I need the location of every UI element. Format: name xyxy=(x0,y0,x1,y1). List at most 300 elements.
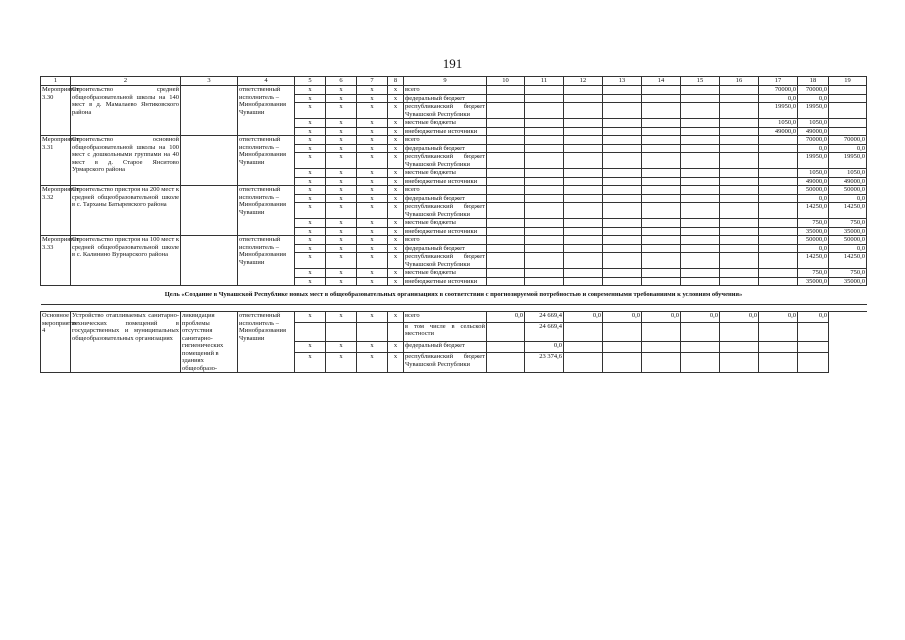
code-cell: x xyxy=(357,144,388,153)
year-value xyxy=(564,94,603,103)
year-value: 19950,0 xyxy=(759,103,798,119)
code-cell: x xyxy=(357,277,388,286)
year-value xyxy=(759,342,798,353)
year-value xyxy=(525,219,564,228)
year-value: 70000,0 xyxy=(829,136,867,145)
year-value: 35000,0 xyxy=(829,227,867,236)
code-cell: x xyxy=(295,253,326,269)
measure-executor: ответственный исполнитель – Минобразования Чувашии xyxy=(238,186,295,236)
year-value xyxy=(720,169,759,178)
measure-row xyxy=(41,86,867,95)
year-value xyxy=(487,86,525,95)
code-cell: x xyxy=(388,342,404,353)
year-value xyxy=(525,144,564,153)
measure-executor: ответственный исполнитель – Минобразования Чувашии xyxy=(238,236,295,286)
year-value xyxy=(487,219,525,228)
year-value xyxy=(487,136,525,145)
year-value xyxy=(759,169,798,178)
main-measure-id: Основное мероприятие 4 xyxy=(41,312,71,373)
year-value xyxy=(487,94,525,103)
column-number: 4 xyxy=(238,77,295,86)
funding-source: всего xyxy=(404,312,487,323)
year-value xyxy=(603,169,642,178)
year-value xyxy=(642,236,681,245)
year-value xyxy=(525,153,564,169)
code-cell: x xyxy=(295,94,326,103)
year-value: 50000,0 xyxy=(829,186,867,195)
year-value xyxy=(487,227,525,236)
year-value xyxy=(564,169,603,178)
year-value xyxy=(603,186,642,195)
year-value xyxy=(564,153,603,169)
year-value xyxy=(564,194,603,203)
year-value: 35000,0 xyxy=(798,277,829,286)
year-value xyxy=(720,94,759,103)
year-value: 0,0 xyxy=(829,194,867,203)
funding-source: республиканский бюджет Чувашской Республики xyxy=(404,353,487,373)
code-cell: x xyxy=(295,144,326,153)
year-value xyxy=(564,322,603,342)
year-value xyxy=(759,194,798,203)
year-value xyxy=(759,177,798,186)
code-cell: x xyxy=(295,169,326,178)
year-value xyxy=(525,119,564,128)
year-value: 49000,0 xyxy=(829,177,867,186)
code-cell: x xyxy=(357,153,388,169)
year-value xyxy=(603,219,642,228)
year-value xyxy=(720,342,759,353)
year-value xyxy=(759,269,798,278)
year-value xyxy=(525,86,564,95)
code-cell: x xyxy=(326,136,357,145)
year-value: 14250,0 xyxy=(829,203,867,219)
year-value xyxy=(642,127,681,136)
year-value xyxy=(681,144,720,153)
column-number: 9 xyxy=(404,77,487,86)
code-cell xyxy=(388,322,404,342)
year-value xyxy=(487,103,525,119)
funding-source: местные бюджеты xyxy=(404,219,487,228)
year-value xyxy=(642,103,681,119)
year-value xyxy=(720,236,759,245)
code-cell: x xyxy=(326,236,357,245)
code-cell: x xyxy=(357,236,388,245)
code-cell: x xyxy=(388,219,404,228)
spacer xyxy=(41,305,867,312)
year-value xyxy=(487,253,525,269)
year-value xyxy=(829,127,867,136)
code-cell: x xyxy=(388,353,404,373)
code-cell: x xyxy=(388,144,404,153)
year-value xyxy=(642,177,681,186)
year-value xyxy=(564,253,603,269)
year-value: 70000,0 xyxy=(798,136,829,145)
year-value: 14250,0 xyxy=(829,253,867,269)
code-cell: x xyxy=(357,136,388,145)
funding-source: в том числе в сельской местности xyxy=(404,322,487,342)
column-number: 12 xyxy=(564,77,603,86)
code-cell: x xyxy=(326,253,357,269)
measure-executor: ответственный исполнитель – Минобразования Чувашии xyxy=(238,86,295,136)
goal-text: Цель «Создание в Чувашской Республике новых мест в общеобразовательных организациях в соответствии с прогнозируемой потребностью и современными требованиями к условиям обучения» xyxy=(41,286,867,305)
funding-source: республиканский бюджет Чувашской Республики xyxy=(405,103,485,118)
year-value xyxy=(759,353,798,373)
code-cell: x xyxy=(295,103,326,119)
measure-name: Строительство пристроя на 100 мест к средней общеобразовательной школе в с. Калинино Вурнарского района xyxy=(71,236,181,286)
year-value xyxy=(525,169,564,178)
code-cell: x xyxy=(295,227,326,236)
year-value xyxy=(759,144,798,153)
code-cell: x xyxy=(388,86,404,95)
code-cell: x xyxy=(388,277,404,286)
main-measure-row xyxy=(41,312,867,323)
year-value xyxy=(681,227,720,236)
year-value: 23 374,6 xyxy=(525,353,564,373)
year-value xyxy=(759,244,798,253)
year-value xyxy=(564,203,603,219)
funding-source: федеральный бюджет xyxy=(404,194,487,203)
year-value xyxy=(720,86,759,95)
year-value: 750,0 xyxy=(798,219,829,228)
year-value: 0,0 xyxy=(798,194,829,203)
year-value xyxy=(487,177,525,186)
code-cell: x xyxy=(326,119,357,128)
year-value xyxy=(720,203,759,219)
year-value xyxy=(564,186,603,195)
year-value xyxy=(720,177,759,186)
year-value xyxy=(681,94,720,103)
code-cell xyxy=(357,322,388,342)
column-number: 10 xyxy=(487,77,525,86)
code-cell: x xyxy=(357,203,388,219)
year-value: 750,0 xyxy=(798,269,829,278)
year-value xyxy=(487,186,525,195)
year-value xyxy=(681,253,720,269)
funding-source: внебюджетные источники xyxy=(404,227,487,236)
year-value xyxy=(642,144,681,153)
year-value xyxy=(720,277,759,286)
code-cell: x xyxy=(388,127,404,136)
code-cell: x xyxy=(295,203,326,219)
year-value: 0,0 xyxy=(681,312,720,323)
year-value: 1050,0 xyxy=(798,169,829,178)
year-value xyxy=(603,236,642,245)
code-cell: x xyxy=(295,136,326,145)
code-cell: x xyxy=(295,127,326,136)
year-value: 14250,0 xyxy=(798,253,829,269)
code-cell: x xyxy=(295,194,326,203)
code-cell: x xyxy=(388,312,404,323)
year-value xyxy=(681,119,720,128)
code-cell: x xyxy=(388,236,404,245)
year-value: 49000,0 xyxy=(798,177,829,186)
year-value xyxy=(759,253,798,269)
year-value xyxy=(525,177,564,186)
code-cell: x xyxy=(357,177,388,186)
year-value xyxy=(720,244,759,253)
code-cell: x xyxy=(357,269,388,278)
year-value xyxy=(681,127,720,136)
year-value xyxy=(829,103,867,119)
year-value xyxy=(603,203,642,219)
year-value: 0,0 xyxy=(603,312,642,323)
code-cell: x xyxy=(295,153,326,169)
funding-source: внебюджетные источники xyxy=(404,277,487,286)
funding-source: внебюджетные источники xyxy=(404,127,487,136)
code-cell: x xyxy=(326,103,357,119)
year-value xyxy=(759,227,798,236)
main-measure-executor: ответственный исполнитель – Минобразования Чувашии xyxy=(238,312,295,373)
year-value xyxy=(798,322,829,342)
year-value xyxy=(681,353,720,373)
year-value xyxy=(603,244,642,253)
year-value xyxy=(603,322,642,342)
funding-source: местные бюджеты xyxy=(404,119,487,128)
year-value xyxy=(681,169,720,178)
code-cell: x xyxy=(357,169,388,178)
year-value: 0,0 xyxy=(642,312,681,323)
year-value xyxy=(603,177,642,186)
year-value xyxy=(829,94,867,103)
code-cell: x xyxy=(295,177,326,186)
year-value xyxy=(525,127,564,136)
year-value xyxy=(525,186,564,195)
code-cell: x xyxy=(388,103,404,119)
code-cell: x xyxy=(326,353,357,373)
code-cell: x xyxy=(326,153,357,169)
code-cell: x xyxy=(326,86,357,95)
year-value xyxy=(759,277,798,286)
year-value xyxy=(642,136,681,145)
code-cell: x xyxy=(388,227,404,236)
code-cell: x xyxy=(357,86,388,95)
code-cell: x xyxy=(357,194,388,203)
year-value xyxy=(642,253,681,269)
code-cell: x xyxy=(357,119,388,128)
year-value: 49000,0 xyxy=(798,127,829,136)
code-cell: x xyxy=(357,312,388,323)
year-value: 0,0 xyxy=(798,94,829,103)
code-cell: x xyxy=(388,169,404,178)
year-value: 50000,0 xyxy=(798,186,829,195)
code-cell: x xyxy=(388,203,404,219)
year-value xyxy=(681,342,720,353)
year-value xyxy=(487,203,525,219)
year-value xyxy=(759,153,798,169)
code-cell: x xyxy=(326,342,357,353)
year-value xyxy=(603,269,642,278)
year-value xyxy=(642,169,681,178)
code-cell xyxy=(326,322,357,342)
year-value xyxy=(681,86,720,95)
code-cell: x xyxy=(295,236,326,245)
year-value xyxy=(642,269,681,278)
year-value: 49000,0 xyxy=(759,127,798,136)
year-value xyxy=(564,127,603,136)
code-cell: x xyxy=(388,136,404,145)
year-value: 0,0 xyxy=(829,144,867,153)
code-cell: x xyxy=(326,177,357,186)
year-value xyxy=(642,244,681,253)
column-number: 8 xyxy=(388,77,404,86)
main-measure-name: Устройство отапливаемых санитарно-технических помещений в государственных и муниципальных общеобразовательных организациях xyxy=(71,312,181,373)
funding-source: всего xyxy=(404,136,487,145)
year-value xyxy=(642,186,681,195)
measure-row xyxy=(41,136,867,145)
code-cell: x xyxy=(326,269,357,278)
code-cell: x xyxy=(295,342,326,353)
year-value: 70000,0 xyxy=(798,86,829,95)
year-value xyxy=(525,194,564,203)
code-cell: x xyxy=(295,277,326,286)
year-value: 24 669,4 xyxy=(525,312,564,323)
year-value: 0,0 xyxy=(798,312,829,323)
measure-row xyxy=(41,186,867,195)
year-value xyxy=(798,353,829,373)
year-value xyxy=(759,219,798,228)
measure-executor: ответственный исполнитель – Минобразования Чувашии xyxy=(238,136,295,186)
year-value xyxy=(603,86,642,95)
code-cell: x xyxy=(326,203,357,219)
year-value: 750,0 xyxy=(829,269,867,278)
year-value: 0,0 xyxy=(798,244,829,253)
year-value xyxy=(681,322,720,342)
code-cell: x xyxy=(388,153,404,169)
year-value xyxy=(487,244,525,253)
code-cell: x xyxy=(326,244,357,253)
goal-row xyxy=(41,286,867,305)
year-value xyxy=(525,203,564,219)
year-value xyxy=(759,186,798,195)
column-number: 2 xyxy=(71,77,181,86)
code-cell: x xyxy=(357,127,388,136)
year-value xyxy=(487,342,525,353)
year-value xyxy=(564,269,603,278)
code-cell: x xyxy=(357,103,388,119)
code-cell: x xyxy=(295,186,326,195)
year-value xyxy=(525,236,564,245)
code-cell: x xyxy=(388,119,404,128)
code-cell: x xyxy=(326,312,357,323)
year-value xyxy=(603,194,642,203)
column-number: 15 xyxy=(681,77,720,86)
year-value xyxy=(564,177,603,186)
year-value xyxy=(720,194,759,203)
measure-result xyxy=(181,86,238,136)
year-value: 0,0 xyxy=(525,342,564,353)
year-value xyxy=(603,103,642,119)
year-value: 70000,0 xyxy=(759,86,798,95)
code-cell: x xyxy=(357,353,388,373)
page-number: 191 xyxy=(442,56,463,71)
year-value xyxy=(564,119,603,128)
year-value xyxy=(525,269,564,278)
code-cell: x xyxy=(357,253,388,269)
code-cell: x xyxy=(326,94,357,103)
code-cell: x xyxy=(326,169,357,178)
year-value xyxy=(487,322,525,342)
measure-row xyxy=(41,236,867,245)
year-value xyxy=(720,144,759,153)
year-value xyxy=(720,219,759,228)
year-value xyxy=(720,153,759,169)
main-measure-result: ликвидация проблемы отсутствия санитарно-гигиенических помещений в зданиях общеобразо- xyxy=(181,312,238,373)
code-cell: x xyxy=(357,219,388,228)
funding-source: республиканский бюджет Чувашской Республики xyxy=(405,203,485,218)
funding-source: федеральный бюджет xyxy=(404,94,487,103)
column-number: 1 xyxy=(41,77,71,86)
year-value xyxy=(487,236,525,245)
year-value xyxy=(681,219,720,228)
year-value xyxy=(525,277,564,286)
funding-source: местные бюджеты xyxy=(404,169,487,178)
year-value xyxy=(487,194,525,203)
year-value xyxy=(642,277,681,286)
year-value xyxy=(525,244,564,253)
year-value xyxy=(487,144,525,153)
year-value: 35000,0 xyxy=(798,227,829,236)
year-value xyxy=(487,353,525,373)
year-value xyxy=(487,119,525,128)
year-value xyxy=(525,103,564,119)
code-cell: x xyxy=(388,244,404,253)
year-value xyxy=(720,103,759,119)
measure-id: Мероприятие 3.32 xyxy=(41,186,71,236)
column-number: 14 xyxy=(642,77,681,86)
year-value: 1050,0 xyxy=(759,119,798,128)
code-cell: x xyxy=(326,227,357,236)
measure-result xyxy=(181,136,238,186)
program-table xyxy=(40,76,867,373)
year-value xyxy=(642,94,681,103)
year-value: 0,0 xyxy=(564,312,603,323)
year-value xyxy=(681,277,720,286)
funding-source: местные бюджеты xyxy=(404,269,487,278)
year-value xyxy=(487,127,525,136)
measure-name: Строительство основной общеобразовательной школы на 100 мест с дошкольными группами на 40 мест в д. Старое Янситово Урмарского района xyxy=(71,136,181,186)
funding-source: федеральный бюджет xyxy=(404,342,487,353)
year-value xyxy=(564,244,603,253)
year-value xyxy=(798,342,829,353)
year-value xyxy=(642,203,681,219)
year-value: 0,0 xyxy=(759,94,798,103)
year-value xyxy=(681,244,720,253)
year-value xyxy=(564,227,603,236)
measure-name: Строительство пристроя на 200 мест к средней общеобразовательной школе в с. Тарханы Батыревского района xyxy=(71,186,181,236)
year-value xyxy=(829,86,867,95)
year-value: 0,0 xyxy=(759,312,798,323)
year-value xyxy=(564,353,603,373)
year-value xyxy=(681,177,720,186)
column-number: 5 xyxy=(295,77,326,86)
column-number: 3 xyxy=(181,77,238,86)
year-value xyxy=(564,342,603,353)
year-value xyxy=(642,353,681,373)
year-value: 19950,0 xyxy=(798,153,829,169)
code-cell: x xyxy=(388,186,404,195)
year-value: 0,0 xyxy=(487,312,525,323)
column-number: 19 xyxy=(829,77,867,86)
year-value xyxy=(525,227,564,236)
funding-source: республиканский бюджет Чувашской Республики xyxy=(405,153,485,168)
year-value: 1050,0 xyxy=(829,169,867,178)
year-value xyxy=(720,322,759,342)
year-value xyxy=(681,236,720,245)
year-value xyxy=(603,119,642,128)
year-value xyxy=(525,94,564,103)
year-value xyxy=(759,236,798,245)
year-value: 0,0 xyxy=(720,312,759,323)
